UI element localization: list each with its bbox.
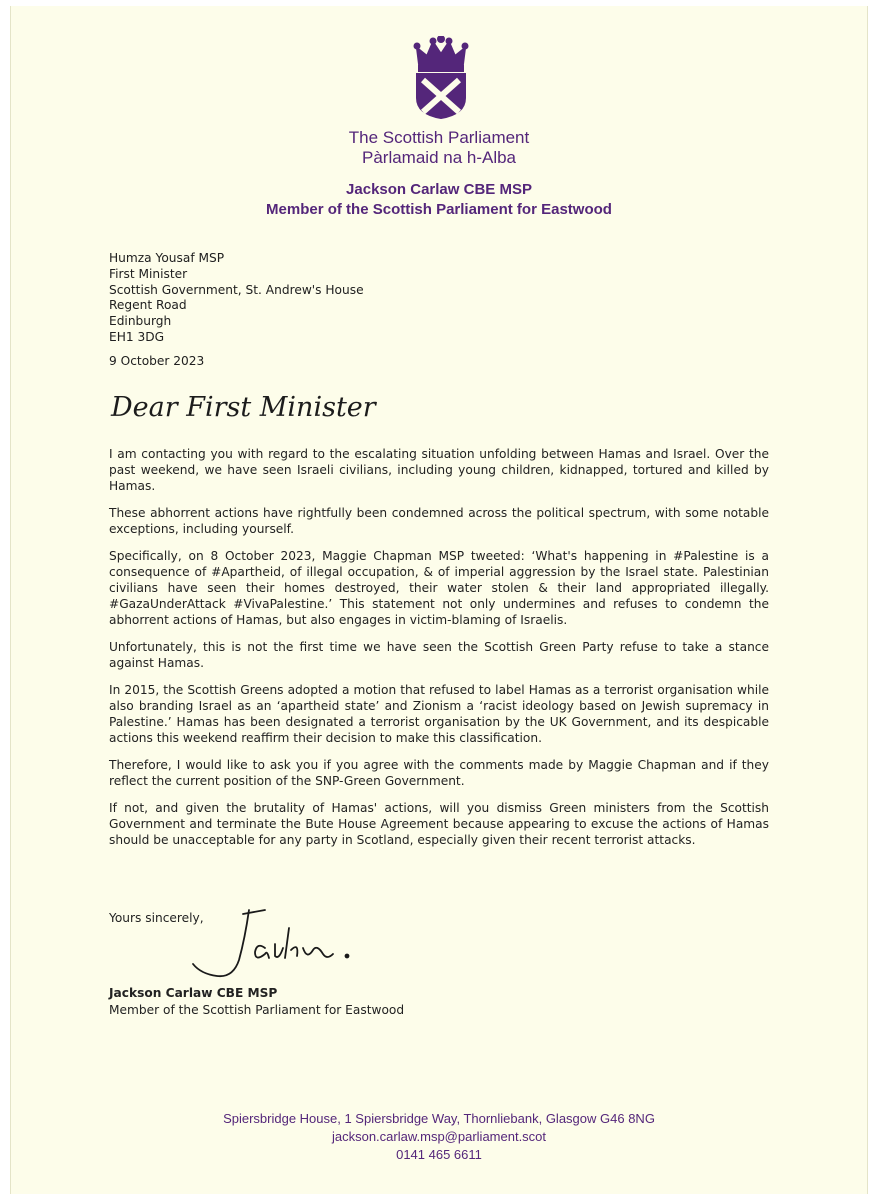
letterhead [11, 128, 867, 220]
address-line: Edinburgh [109, 314, 172, 329]
body-paragraph: Specifically, on 8 October 2023, Maggie Chapman MSP tweeted: ‘What's happening in #Palestine is a consequence of #Apartheid, of illegal occupation, & of imperial aggression by the Israel state. Palestinian civilians have seen their homes destroyed, their water stolen & their land appropriated illegally. #GazaUnderAttack #VivaPalestine.’ This statement not only undermines and refuses to condemn the abhorrent actions of Hamas, but also engages in victim-blaming of Israelis. [109, 549, 769, 627]
recipient-address [109, 251, 364, 346]
body-paragraph: Therefore, I would like to ask you if you agree with the comments made by Maggie Chapman and if they reflect the current position of the SNP-Green Government. [109, 758, 769, 788]
address-line: Humza Yousaf MSP [109, 251, 225, 265]
svg-text:Dear First Minister: Dear First Minister [111, 392, 376, 423]
address-line: Scottish Government, St. Andrew's House [109, 282, 364, 297]
body-paragraph: In 2015, the Scottish Greens adopted a motion that refused to label Hamas as a terrorist organisation while also branding Israel as an ‘apartheid state’ and Zionism a ‘racist ideology based on Jewish supremacy in Palestine.’ Hamas has been designated a terrorist organisation by the UK Government, and its despicable actions this weekend reaffirm their decision to make this classification. [109, 683, 769, 745]
parliament-name: The Scottish Parliament [348, 128, 530, 147]
scottish-parliament-crest-icon [409, 36, 473, 120]
footer-phone: 0141 465 6611 [396, 1147, 482, 1162]
footer-address: Spiersbridge House, 1 Spiersbridge Way, Thornliebank, Glasgow G46 8NG [223, 1111, 655, 1126]
letter-footer [11, 1110, 867, 1164]
member-name: Jackson Carlaw CBE MSP [346, 181, 532, 198]
address-line: Regent Road [109, 298, 187, 313]
parliament-name-gaelic: Pàrlamaid na h-Alba [361, 148, 517, 167]
body-paragraph: These abhorrent actions have rightfully been condemned across the political spectrum, with some notable exceptions, including yourself. [109, 506, 769, 536]
handwritten-signature [187, 908, 387, 988]
body-paragraph: Unfortunately, this is not the first time we have seen the Scottish Green Party refuse to take a stance against Hamas. [109, 640, 769, 670]
address-line: EH1 3DG [109, 329, 165, 344]
address-line: First Minister [109, 266, 188, 281]
body-paragraph: I am contacting you with regard to the escalating situation unfolding between Hamas and Israel. Over the past weekend, we have seen Israeli civilians, including young children, kidnapped, tortured and killed by Hamas. [109, 447, 769, 493]
letter-page [10, 6, 868, 1194]
member-role: Member of the Scottish Parliament for Eastwood [266, 201, 612, 218]
footer-email[interactable]: jackson.carlaw.msp@parliament.scot [331, 1129, 547, 1144]
body-paragraph: If not, and given the brutality of Hamas' actions, will you dismiss Green ministers from the Scottish Government and terminate the Bute House Agreement because appearing to excuse the actions of Hamas should be unacceptable for any party in Scotland, especially given their recent terrorist attacks. [109, 801, 769, 847]
letter-date: 9 October 2023 [109, 354, 205, 368]
letter-body [109, 446, 769, 859]
signatory-role: Member of the Scottish Parliament for Eastwood [109, 1003, 405, 1017]
closing: Yours sincerely, [109, 911, 204, 925]
handwritten-salutation [107, 384, 407, 432]
signatory-name: Jackson Carlaw CBE MSP [109, 986, 278, 1000]
